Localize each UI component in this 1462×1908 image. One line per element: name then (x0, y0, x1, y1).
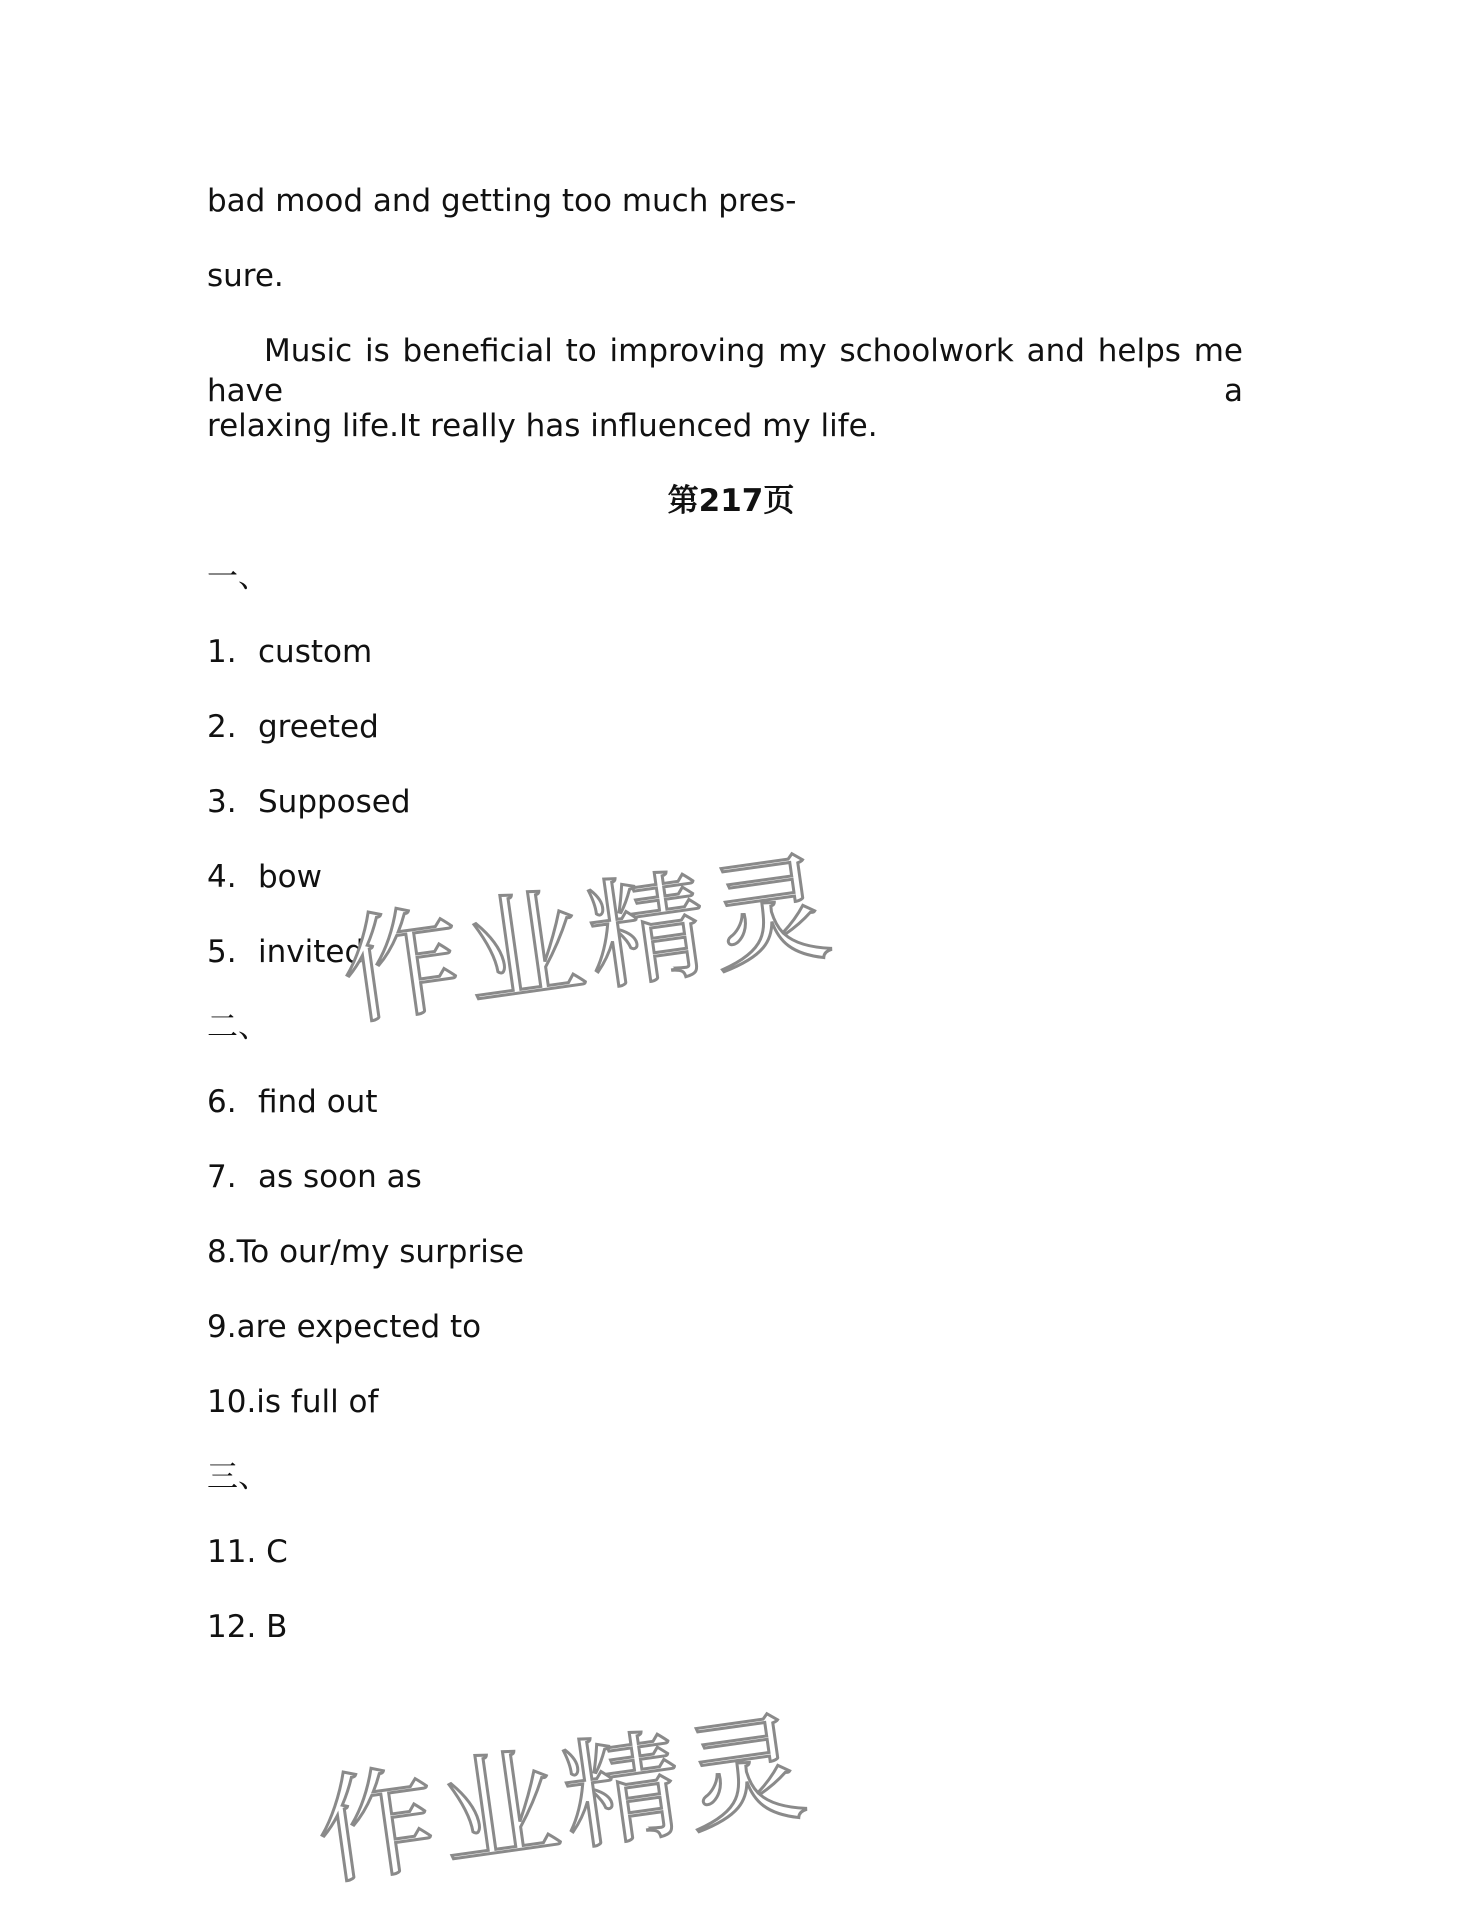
answer-text: bow (258, 859, 322, 895)
answer-item (207, 1157, 422, 1197)
answer-item (207, 857, 322, 897)
section-marker: 二、 (207, 1009, 269, 1045)
answer-item: 11. C (207, 1534, 288, 1570)
answer-text: greeted (258, 709, 379, 745)
answer-item: 8.To our/my surprise (207, 1234, 525, 1270)
answer-item (207, 707, 379, 747)
page-heading: 第217页 (667, 483, 795, 519)
section-marker: 三、 (207, 1459, 269, 1495)
answer-text: Supposed (258, 784, 411, 820)
answer-text: as soon as (258, 1159, 422, 1195)
answer-number: 7. (207, 1159, 237, 1195)
section-marker: 一、 (207, 559, 269, 595)
answer-number: 6. (207, 1084, 237, 1120)
paragraph-line: Music is beneficial to improving my schoolwork and helps me have a (207, 333, 1243, 409)
answer-item: 9.are expected to (207, 1309, 482, 1345)
answer-number: 3. (207, 784, 237, 820)
answer-item: 12. B (207, 1609, 288, 1645)
answer-item (207, 1082, 377, 1122)
watermark-logo: 作业精灵 (333, 836, 845, 1043)
paragraph-line: relaxing life.It really has influenced my life. (207, 408, 878, 444)
answer-item: 10.is full of (207, 1384, 379, 1420)
watermark-logo: 作业精灵 (308, 1696, 820, 1903)
paragraph-line: bad mood and getting too much pres- (207, 183, 797, 219)
answer-text: invited (258, 934, 365, 970)
answer-item (207, 782, 411, 822)
answer-text: find out (258, 1084, 378, 1120)
answer-number: 4. (207, 859, 237, 895)
answer-text: custom (258, 634, 373, 670)
paragraph-line: sure. (207, 258, 284, 294)
answer-number: 1. (207, 634, 237, 670)
answer-number: 2. (207, 709, 237, 745)
answer-item (207, 632, 372, 672)
answer-number: 5. (207, 934, 237, 970)
answer-item (207, 932, 364, 972)
